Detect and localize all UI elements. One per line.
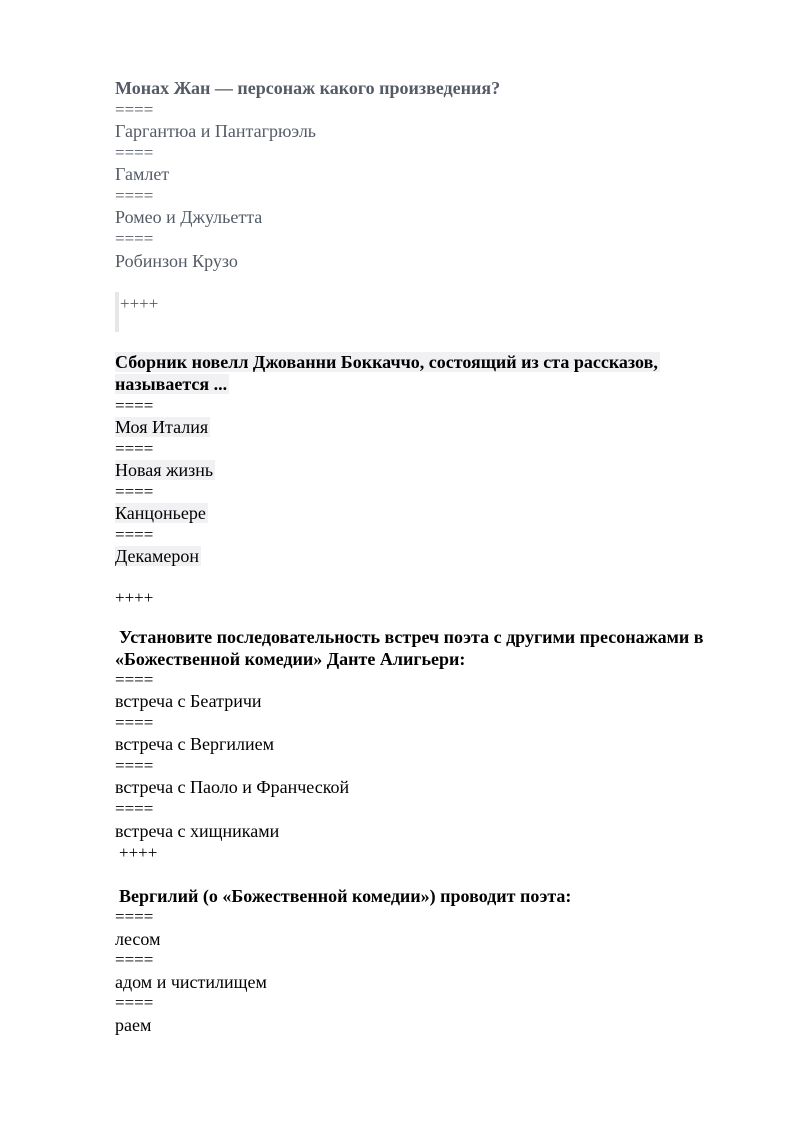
q3-option-4: встреча с хищниками (115, 821, 280, 841)
q3-option-2: встреча с Вергилием (115, 734, 275, 754)
question-3-line-2: «Божественной комедии» Данте Алигьери: (115, 649, 466, 669)
separator: ==== (115, 756, 154, 775)
plus-separator: ++++ (120, 294, 159, 313)
q2-option-1-line (115, 416, 210, 438)
question-3-line-1: Установите последовательность встреч поэта с другими пресонажами в (119, 627, 704, 647)
separator: ==== (115, 143, 154, 162)
question-2-line-2 (115, 373, 229, 395)
q1-option-3: Ромео и Джульетта (115, 207, 263, 227)
q1-option-4: Робинзон Крузо (115, 251, 238, 271)
question-2-text-1: Сборник новелл Джованни Боккаччо, состоящий из ста рассказов, (115, 352, 658, 372)
q4-option-3: раем (115, 1015, 152, 1035)
separator: ==== (115, 670, 154, 689)
q2-option-3: Канцоньере (115, 503, 206, 523)
q2-option-1: Моя Италия (115, 417, 209, 437)
separator: ==== (115, 907, 154, 926)
separator: ==== (115, 186, 154, 205)
separator: ==== (115, 799, 154, 818)
q3-option-3: встреча с Паоло и Франческой (115, 777, 350, 797)
plus-separator: ++++ (119, 843, 158, 862)
plus-separator: ++++ (115, 588, 154, 607)
separator: ==== (115, 482, 154, 501)
q2-option-2-line (115, 459, 215, 481)
q4-option-2: адом и чистилищем (115, 972, 267, 992)
separator: ==== (115, 229, 154, 248)
question-2-text-2: называется ... (115, 374, 228, 394)
separator: ==== (115, 396, 154, 415)
separator: ==== (115, 950, 154, 969)
q3-option-1: встреча с Беатричи (115, 691, 262, 711)
separator: ==== (115, 439, 154, 458)
q2-option-4: Декамерон (115, 546, 199, 566)
q4-option-1: лесом (115, 929, 161, 949)
separator: ==== (115, 713, 154, 732)
separator: ==== (115, 993, 154, 1012)
separator: ==== (115, 525, 154, 544)
q2-option-2: Новая жизнь (115, 460, 214, 480)
question-2-line-1 (115, 351, 660, 373)
q1-option-2: Гамлет (115, 164, 170, 184)
question-4: Вергилий (о «Божественной комедии») проводит поэта: (119, 886, 572, 906)
q2-option-4-line (115, 545, 201, 567)
quote-bar (115, 292, 119, 332)
q1-option-1: Гаргантюа и Пантагрюэль (115, 121, 317, 141)
question-1: Монах Жан — персонаж какого произведения? (115, 78, 501, 98)
q2-option-3-line (115, 502, 208, 524)
separator: ==== (115, 100, 154, 119)
